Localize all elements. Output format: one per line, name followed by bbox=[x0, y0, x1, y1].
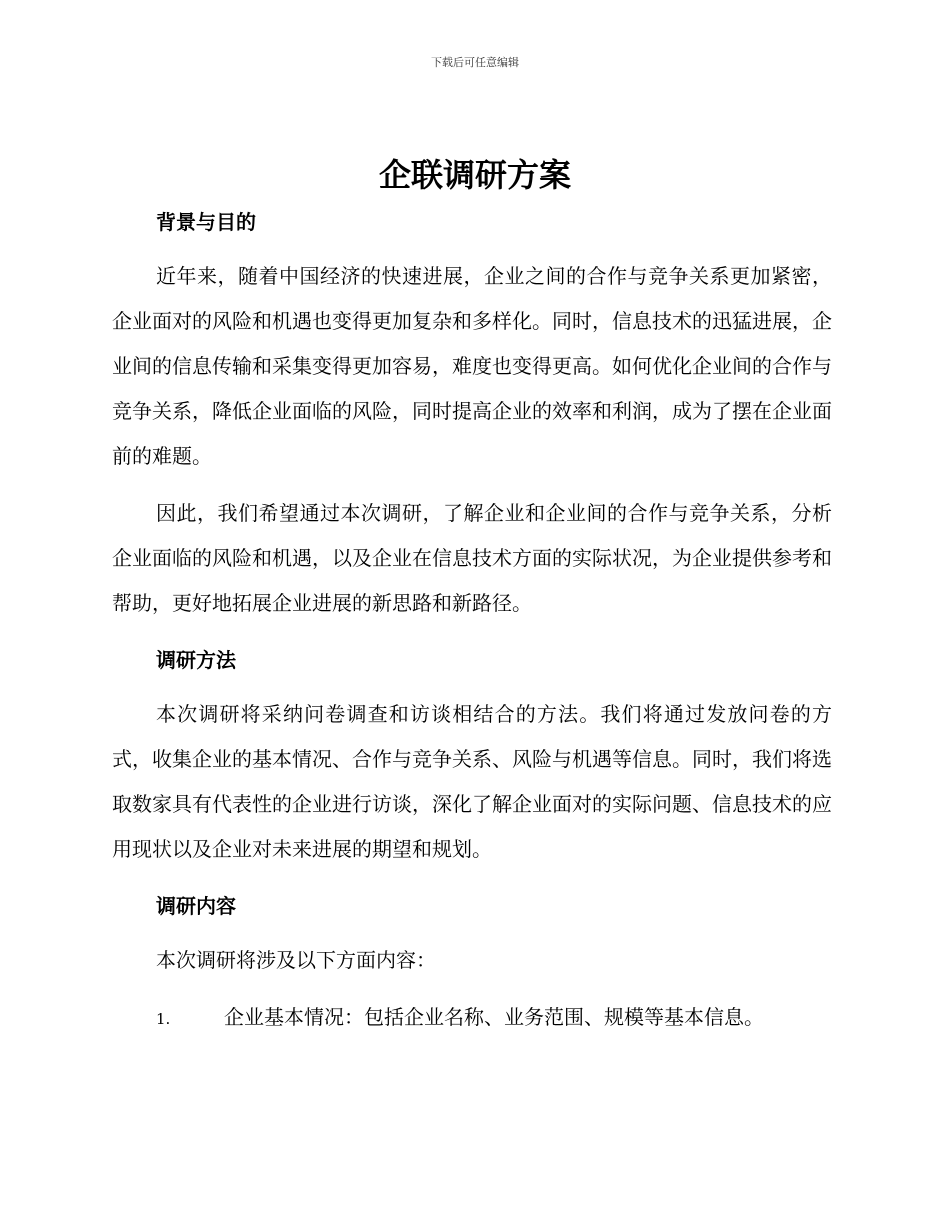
section-heading-method: 调研方法 bbox=[156, 648, 236, 672]
document-title: 企联调研方案 bbox=[378, 156, 571, 194]
paragraph: 近年来，随着中国经济的快速进展，企业之间的合作与竞争关系更加紧密，企业面对的风险和机遇也变得更加复杂和多样化。同时，信息技术的迅猛进展，企业间的信息传输和采集变得更加容易，难度也变得更高。如何优化企业间的合作与竞争关系，降低企业面临的风险，同时提高企业的效率和利润，成为了摆在企业面前的难题。 bbox=[112, 264, 832, 468]
list-item-text: 企业基本情况：包括企业名称、业务范围、规模等基本信息。 bbox=[224, 1005, 764, 1029]
header-note: 下载后可任意编辑 bbox=[431, 56, 519, 69]
paragraph: 因此，我们希望通过本次调研，了解企业和企业间的合作与竞争关系，分析企业面临的风险和机遇，以及企业在信息技术方面的实际状况，为企业提供参考和帮助，更好地拓展企业进展的新思路和新路径。 bbox=[112, 501, 832, 615]
paragraph: 本次调研将采纳问卷调查和访谈相结合的方法。我们将通过发放问卷的方式，收集企业的基本情况、合作与竞争关系、风险与机遇等信息。同时，我们将选取数家具有代表性的企业进行访谈，深化了解企业面对的实际问题、信息技术的应用现状以及企业对未来进展的期望和规划。 bbox=[112, 702, 832, 861]
list-item bbox=[112, 995, 832, 1042]
list-item-number: 1. bbox=[156, 1010, 171, 1028]
paragraph: 本次调研将涉及以下方面内容： bbox=[156, 948, 436, 972]
section-heading-content: 调研内容 bbox=[156, 894, 236, 918]
section-heading-background: 背景与目的 bbox=[156, 210, 256, 234]
document-body bbox=[112, 200, 832, 1042]
